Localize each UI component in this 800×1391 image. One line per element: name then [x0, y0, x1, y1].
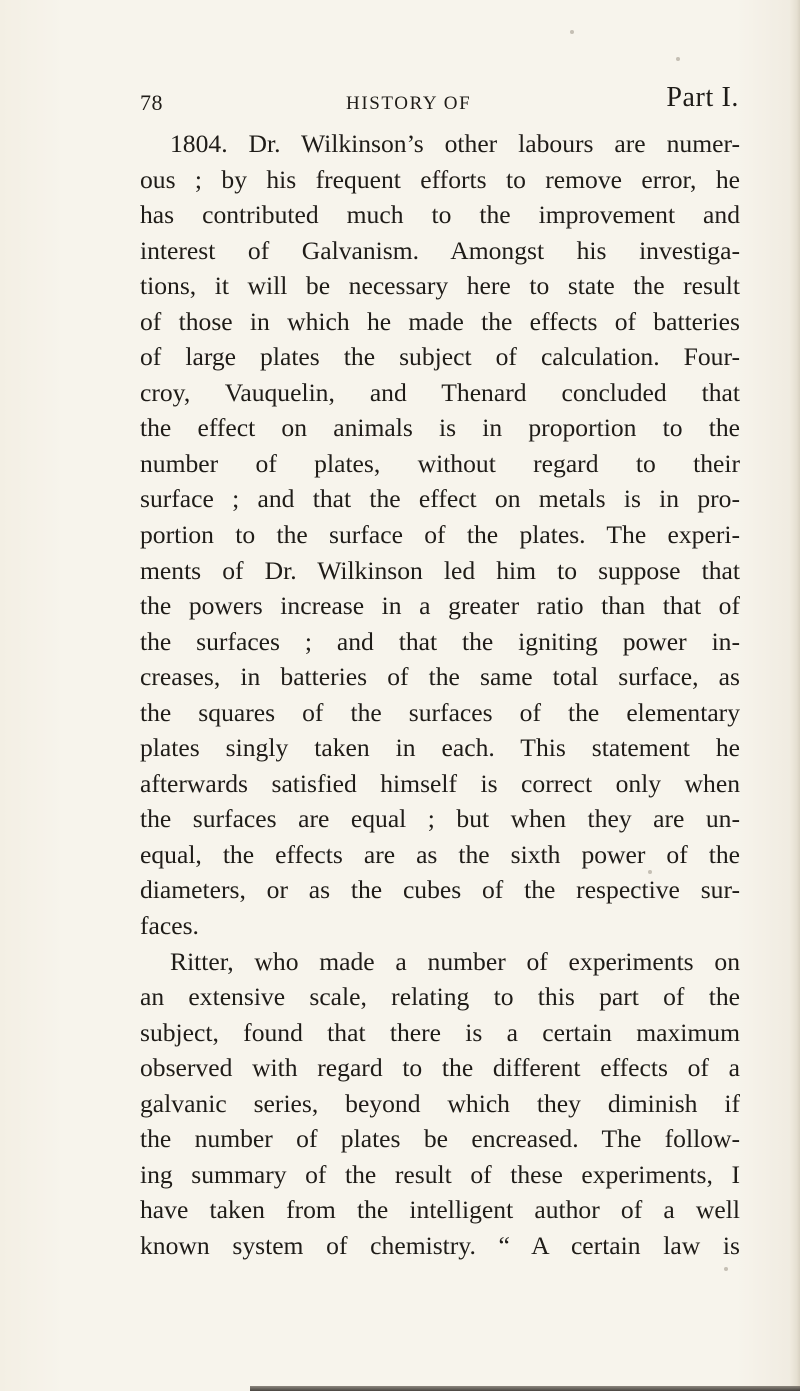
bottom-shadow — [250, 1386, 800, 1391]
text-line: known system of chemistry. “ A certain law is — [140, 1230, 740, 1260]
text-line: number of plates, without regard to their — [140, 448, 740, 478]
text-line: diameters, or as the cubes of the respective sur- — [140, 875, 740, 905]
text-line: portion to the surface of the plates. The experi- — [140, 520, 740, 550]
text-line: afterwards satisfied himself is correct only when — [140, 768, 740, 798]
text-line: the surfaces ; and that the igniting power in- — [140, 626, 740, 656]
text-line: has contributed much to the improvement and — [140, 200, 740, 230]
text-line: galvanic series, beyond which they diminish if — [140, 1088, 740, 1118]
text-line: subject, found that there is a certain maximum — [140, 1017, 740, 1047]
paragraph — [140, 126, 740, 944]
paper-speck — [724, 1267, 728, 1271]
text-line: interest of Galvanism. Amongst his investiga- — [140, 235, 740, 265]
text-line: of those in which he made the effects of batteries — [140, 306, 740, 336]
text-line: the powers increase in a greater ratio than that of — [140, 591, 740, 621]
text-line: ments of Dr. Wilkinson led him to suppose that — [140, 555, 740, 585]
text-line: creases, in batteries of the same total surface, as — [140, 662, 740, 692]
page-number: 78 — [140, 90, 163, 115]
paper-speck — [676, 57, 680, 61]
text-line: of large plates the subject of calculation. Four- — [140, 342, 740, 372]
text-line: tions, it will be necessary here to state the result — [140, 271, 740, 301]
text-line: ous ; by his frequent efforts to remove error, he — [140, 164, 740, 194]
text-line: the number of plates be encreased. The follow- — [140, 1124, 740, 1154]
text-line: 1804. Dr. Wilkinson’s other labours are numer- — [170, 129, 740, 158]
running-head: HISTORY OF — [346, 93, 472, 114]
text-line: the squares of the surfaces of the elementary — [140, 697, 740, 727]
text-line: have taken from the intelligent author of a well — [140, 1195, 740, 1225]
text-line: faces. — [140, 911, 199, 941]
text-line: surface ; and that the effect on metals is in pro- — [140, 484, 740, 514]
text-line: the effect on animals is in proportion to the — [140, 413, 740, 443]
part-label: Part I. — [666, 82, 739, 113]
page-header — [140, 84, 740, 118]
body-text — [140, 126, 740, 1264]
page-edge — [790, 0, 800, 1391]
text-line: observed with regard to the different effects of a — [140, 1053, 740, 1083]
text-line: Ritter, who made a number of experiments on — [170, 946, 740, 976]
text-line: an extensive scale, relating to this part of the — [140, 982, 740, 1012]
text-line: the surfaces are equal ; but when they are un- — [140, 804, 740, 834]
text-line: ing summary of the result of these experiments, I — [140, 1159, 740, 1189]
paper-speck — [570, 30, 574, 34]
paragraph — [140, 944, 740, 1264]
text-line: croy, Vauquelin, and Thenard concluded that — [140, 377, 740, 407]
text-line: equal, the effects are as the sixth power of the — [140, 839, 740, 869]
text-line: plates singly taken in each. This statement he — [140, 733, 740, 763]
